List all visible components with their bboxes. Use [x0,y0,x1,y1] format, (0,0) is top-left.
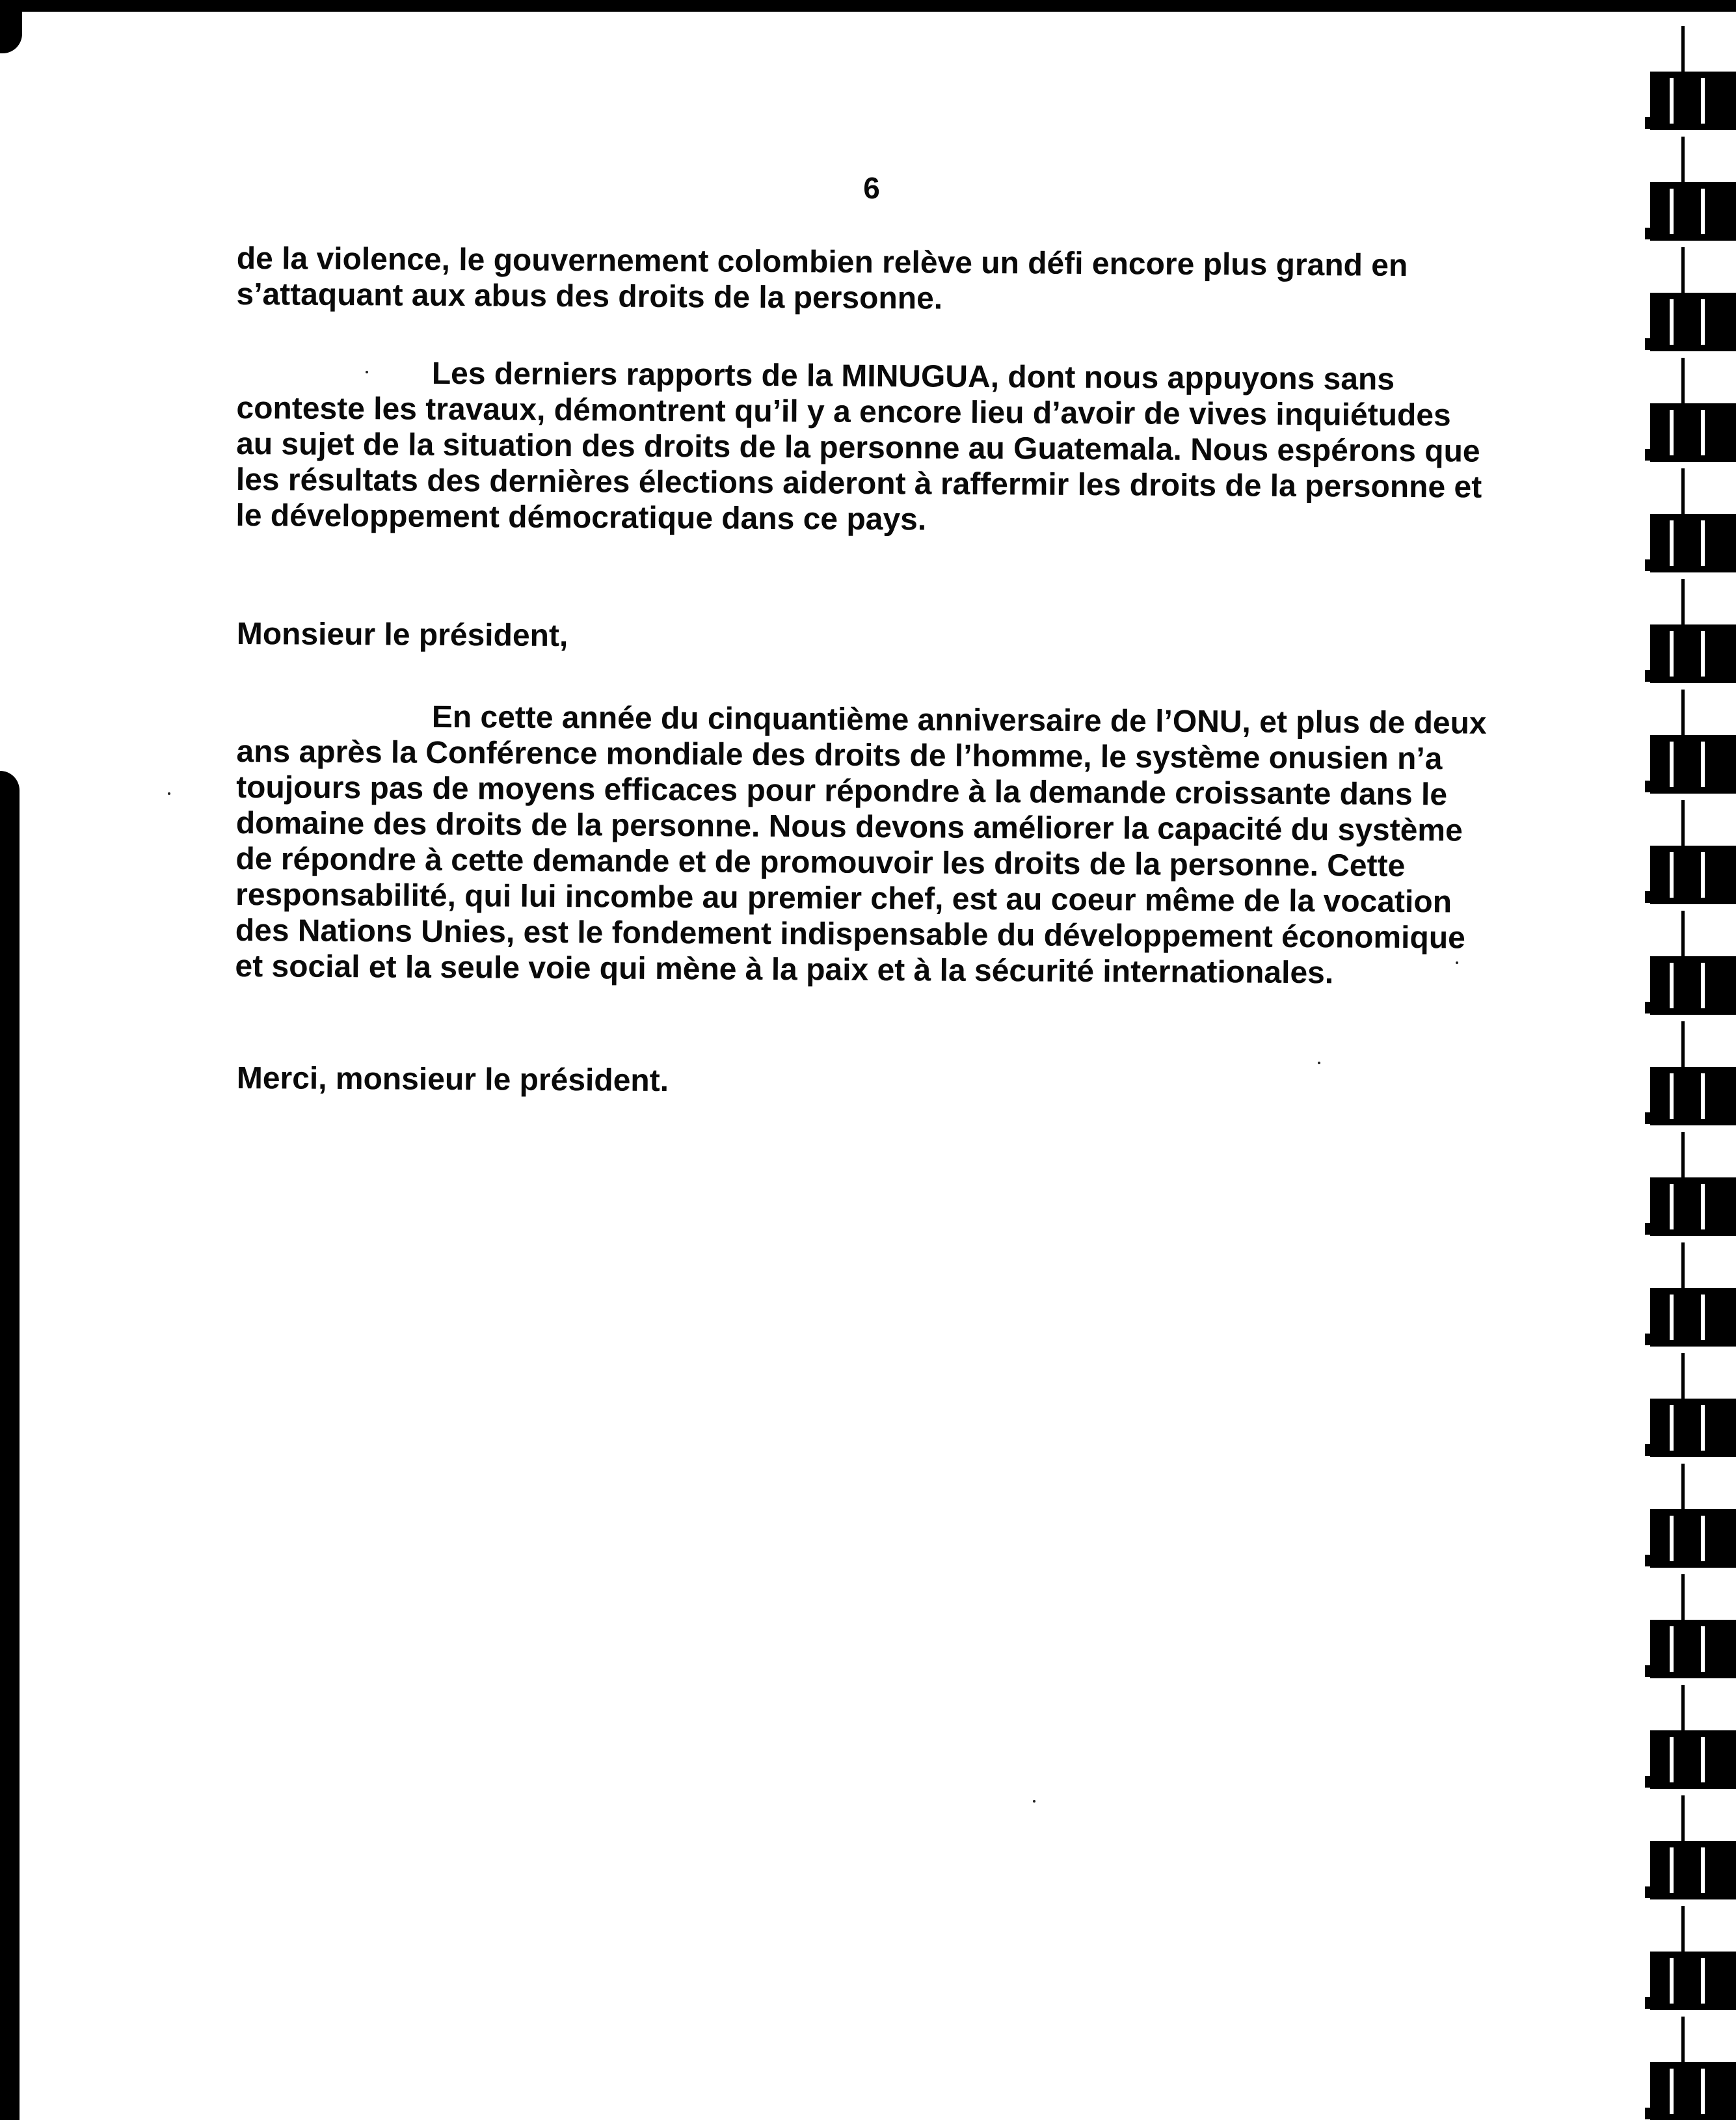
scan-speck [1033,1800,1035,1803]
binding-loop [1645,1242,1736,1347]
paragraph-continued [236,241,1492,320]
spiral-binding [1638,0,1736,2120]
salutation [237,616,1492,660]
scan-top-edge [0,0,1736,12]
scan-speck [168,792,170,795]
binding-loop [1645,1132,1736,1236]
paragraph-onu [235,698,1492,992]
binding-loop [1645,26,1736,130]
scan-corner-mark [0,0,22,53]
paragraph-minugua [235,355,1492,541]
binding-loop [1645,1353,1736,1457]
binding-wire [1681,26,1685,65]
binding-loop [1645,1685,1736,1789]
paragraph-text: de la violence, le gouvernement colombien relève un défi encore plus grand en s’attaquant aux abus des droits de la personne. [236,241,1408,316]
paragraph-text: En cette année du cinquantième anniversaire de l’ONU, et plus de deux ans après la Conférence mondiale des droits de l’homme, le système onusien n’a toujours pas de moyens efficaces pour répondre à la demande croissante dans le domaine des droits de la personne. Nous devons améliorer la capacité du système de répondre à cette demande et de promouvoir les droits de la personne. Cette responsabilité, qui lui incombe au premier chef, est au coeur même de la vocation des Nations Unies, est le fondement indispensable du développement économique et social et la seule voie qui mène à la paix et à la sécurité internationales. [235,699,1487,991]
paragraph-text: Les derniers rapports de la MINUGUA, dont nous appuyons sans conteste les travaux, démontrent qu’il y a encore lieu d’avoir de vives inquiétudes au sujet de la situation des droits de la personne au Guatemala. Nous espérons que les résultats des dernières élections aideront à raffermir les droits de la personne et le développement démocratique dans ce pays. [235,356,1482,537]
binding-loop [1645,2017,1736,2120]
binding-loop [1645,247,1736,351]
binding-loop [1645,1021,1736,1125]
binding-loop [1645,468,1736,572]
scan-speck [1318,1062,1320,1064]
binding-loop [1645,358,1736,462]
salutation-text: Monsieur le président, [236,617,568,654]
binding-loop [1645,800,1736,904]
binding-loop [1645,1906,1736,2010]
binding-loop [1645,911,1736,1015]
binding-loop [1645,1464,1736,1568]
closing [237,1060,1492,1104]
page-number: 6 [863,171,880,205]
binding-loop [1645,1795,1736,1899]
closing-text: Merci, monsieur le président. [236,1061,669,1099]
scan-left-edge [0,771,20,2120]
binding-loop [1645,1574,1736,1678]
binding-loop [1645,690,1736,794]
binding-loop [1645,137,1736,241]
binding-loop [1645,579,1736,683]
